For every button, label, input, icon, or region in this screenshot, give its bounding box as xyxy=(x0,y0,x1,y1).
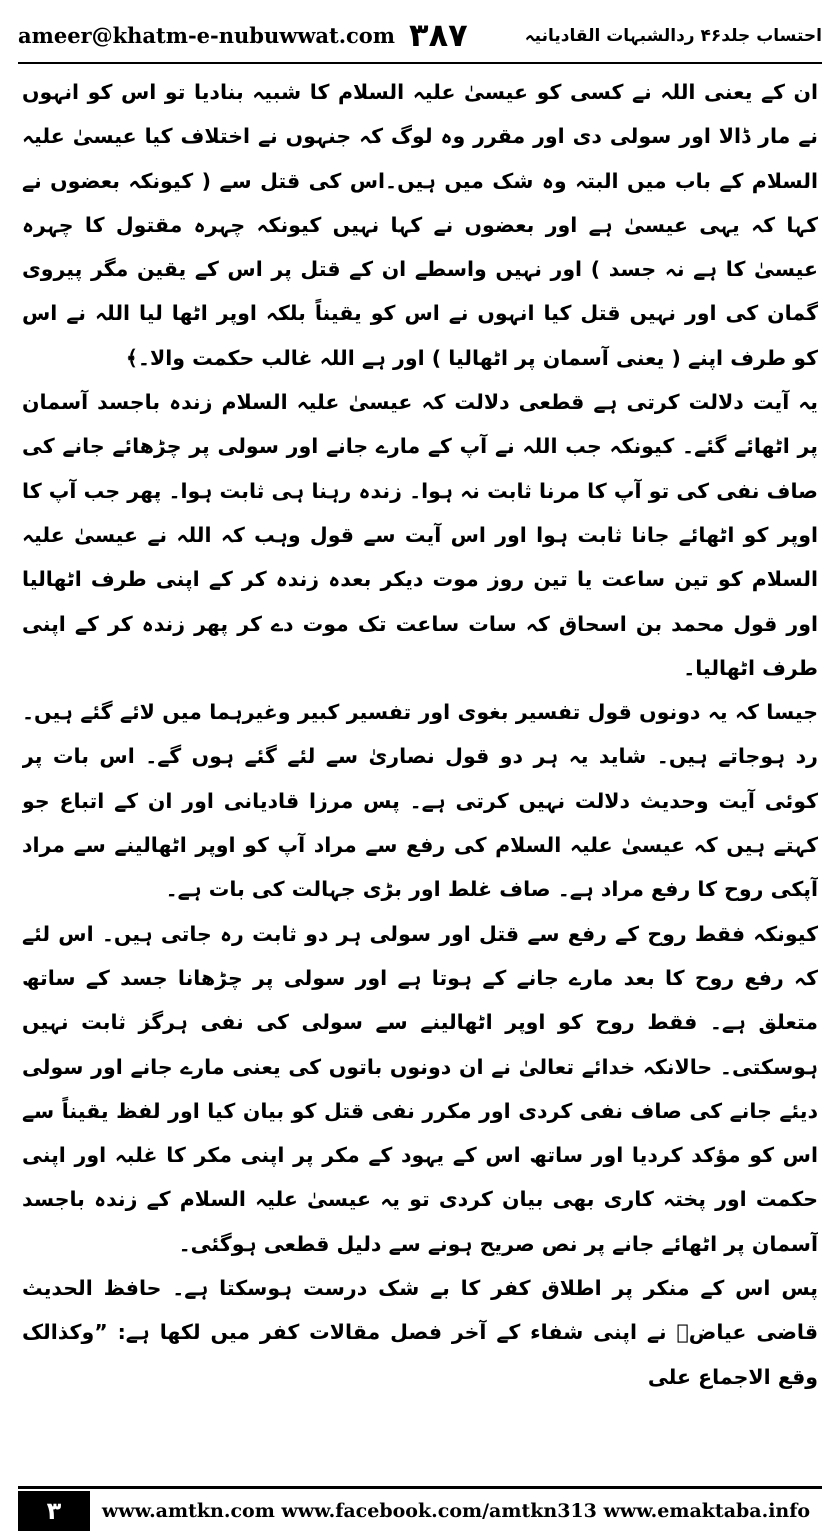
paragraph: ان کے یعنی اللہ نے کسی کو عیسیٰ علیہ السلام کا شبیہ بنادیا تو اس کو انہوں نے مار ڈالا اور سولی دی اور مقرر وہ لوگ کہ جنہوں نے اختلاف کیا عیسیٰ علیہ السلام کے باب میں البتہ وہ شک میں ہیں۔اس کی قتل سے ( کیونکہ بعضوں نے کہا کہ یہی عیسیٰ ہے اور بعضوں نے کہا نہیں کیونکہ چہرہ مقتول کا چہرہ عیسیٰ کا ہے نہ جسد ) اور نہیں واسطے ان کے قتل پر اس کے یقین مگر پیروی گمان کی اور نہیں قتل کیا انہوں نے اس کو یقیناً بلکہ اوپر اٹھا لیا اللہ نے اس کو طرف اپنے ( یعنی آسمان پر اٹھالیا ) اور ہے اللہ غالب حکمت والا۔﴾ xyxy=(22,80,818,370)
body-text xyxy=(22,70,818,1465)
email-address: ameer@khatm-e-nubuwwat.com xyxy=(18,22,396,48)
running-title: احتساب جلد۴۶ ردالشبہات القادیانیہ xyxy=(524,25,822,46)
footer-rule xyxy=(18,1486,822,1489)
paragraph: جیسا کہ یہ دونوں قول تفسیر بغوی اور تفسیر کبیر وغیرہما میں لائے گئے ہیں۔ رد ہوجاتے ہیں۔ شاید یہ ہر دو قول نصاریٰ سے لئے گئے ہوں گے۔ اس بات پر کوئی آیت وحدیث دلالت نہیں کرتی ہے۔ پس مرزا قادیانی اور ان کے اتباع جو کہتے ہیں کہ عیسیٰ علیہ السلام کی رفع سے مراد آپ کو اوپر اٹھالینے سے مراد آپکی روح کا رفع مراد ہے۔ صاف غلط اور بڑی جہالت کی بات ہے۔ xyxy=(22,700,818,902)
footer-links: www.amtkn.com www.facebook.com/amtkn313 www.emaktaba.info xyxy=(101,1500,811,1522)
page-number: ۳۸۷ xyxy=(409,16,468,54)
page-header xyxy=(18,10,822,60)
paragraph: پس اس کے منکر پر اطلاق کفر کا بے شک درست ہوسکتا ہے۔ حافظ الحدیث قاضی عیاضؒ نے اپنی شفاء کے آخر فصل مقالات کفر میں لکھا ہے: ”وکذالک وقع الاجماع علی xyxy=(22,1276,818,1389)
page-footer xyxy=(18,1490,822,1532)
book-page-number: ۳ xyxy=(18,1491,90,1531)
header-rule xyxy=(18,62,822,64)
header-left xyxy=(18,16,468,54)
paragraph: کیونکہ فقط روح کے رفع سے قتل اور سولی ہر دو ثابت رہ جاتی ہیں۔ اس لئے کہ رفع روح کا بعد مارے جانے کے ہوتا ہے اور سولی پر چڑھانا جسد کے ساتھ متعلق ہے۔ فقط روح کو اوپر اٹھالینے سے سولی کی نفی ہرگز ثابت نہیں ہوسکتی۔ حالانکہ خدائے تعالیٰ نے ان دونوں باتوں کی یعنی مارے جانے اور سولی دیئے جانے کی صاف نفی کردی اور مکرر نفی قتل کو بیان کیا اور لفظ یقیناً سے اس کو مؤکد کردیا اور ساتھ اس کے یہود کے مکر پر اپنی مکر کا غلبہ اور اپنی حکمت اور پختہ کاری بھی بیان کردی تو یہ عیسیٰ علیہ السلام کے زندہ باجسد آسمان پر اٹھائے جانے پر نص صریح ہونے سے دلیل قطعی ہوگئی۔ xyxy=(22,921,818,1256)
paragraph: یہ آیت دلالت کرتی ہے قطعی دلالت کہ عیسیٰ علیہ السلام زندہ باجسد آسمان پر اٹھائے گئے۔ کیونکہ جب اللہ نے آپ کے مارے جانے اور سولی پر چڑھائے جانے کی صاف نفی کی تو آپ کا مرنا ثابت نہ ہوا۔ زندہ رہنا ہی ثابت ہوا۔ پھر جب آپ کا اوپر کو اٹھائے جانا ثابت ہوا اور اس آیت سے قول وہب کہ اللہ نے عیسیٰ علیہ السلام کو تین ساعت یا تین روز موت دیکر بعدہ زندہ کر کے اپنی طرف اٹھالیا اور قول محمد بن اسحاق کہ سات ساعت تک موت دے کر پھر زندہ کر کے اپنی طرف اٹھالیا۔ xyxy=(22,390,818,680)
